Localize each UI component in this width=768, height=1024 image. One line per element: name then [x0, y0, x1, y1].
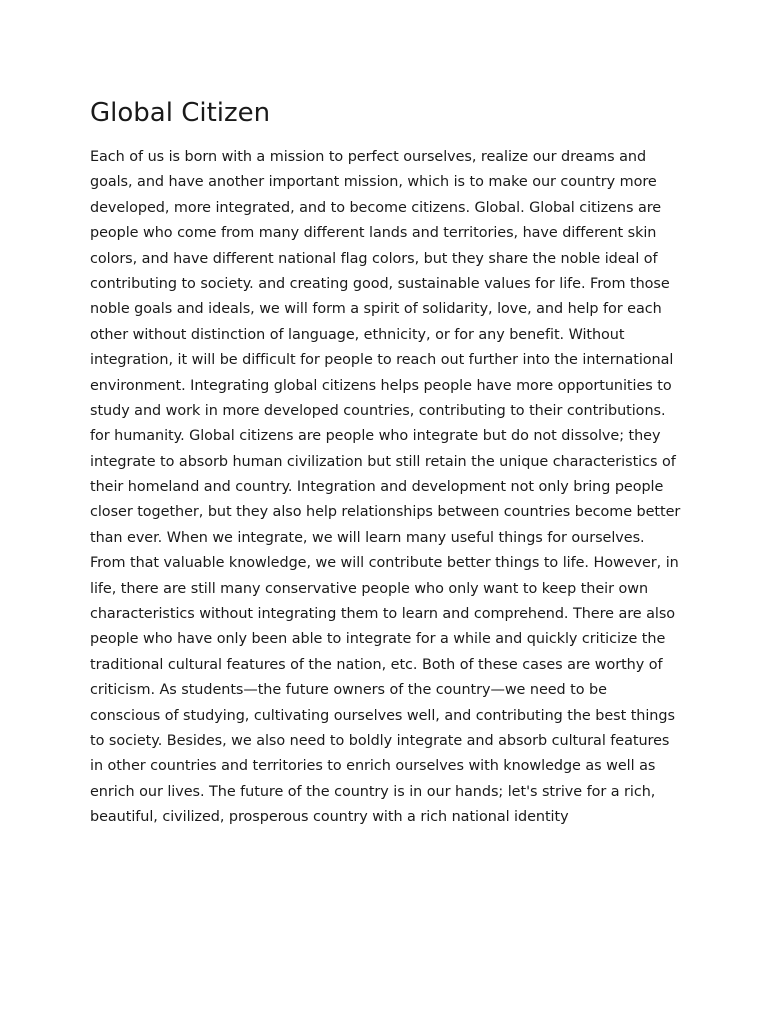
body-line: contributing to society. and creating good, sustainable values for life. From those [90, 275, 670, 292]
body-line: integration, it will be difficult for people to reach out further into the international [90, 352, 674, 369]
body-line: environment. Integrating global citizens helps people have more opportunities to [90, 377, 672, 394]
body-line: in other countries and territories to enrich ourselves with knowledge as well as [90, 758, 656, 775]
body-line: traditional cultural features of the nation, etc. Both of these cases are worthy of [90, 656, 663, 673]
body-line: people who have only been able to integrate for a while and quickly criticize the [90, 631, 666, 648]
body-line: closer together, but they also help relationships between countries become better [90, 504, 681, 521]
body-line: their homeland and country. Integration and development not only bring people [90, 479, 664, 496]
body-line: life, there are still many conservative people who only want to keep their own [90, 580, 649, 597]
body-line: beautiful, civilized, prosperous country with a rich national identity [90, 809, 569, 826]
body-line: integrate to absorb human civilization but still retain the unique characteristics of [90, 453, 676, 470]
document-title: Global Citizen [90, 98, 271, 128]
body-line: developed, more integrated, and to become citizens. Global. Global citizens are [90, 199, 662, 216]
document-body [90, 145, 690, 831]
body-line: goals, and have another important mission, which is to make our country more [90, 174, 657, 191]
body-line: than ever. When we integrate, we will learn many useful things for ourselves. [90, 529, 645, 546]
body-line: noble goals and ideals, we will form a spirit of solidarity, love, and help for each [90, 301, 662, 318]
body-line: enrich our lives. The future of the country is in our hands; let's strive for a rich, [90, 783, 656, 800]
body-line: other without distinction of language, ethnicity, or for any benefit. Without [90, 326, 625, 343]
body-line: criticism. As students—the future owners of the country—we need to be [90, 682, 607, 699]
body-line: colors, and have different national flag colors, but they share the noble ideal of [90, 250, 658, 267]
body-line: to society. Besides, we also need to boldly integrate and absorb cultural features [90, 732, 670, 749]
body-line: for humanity. Global citizens are people who integrate but do not dissolve; they [90, 428, 661, 445]
body-line: conscious of studying, cultivating ourselves well, and contributing the best things [90, 707, 675, 724]
body-line: study and work in more developed countries, contributing to their contributions. [90, 402, 666, 419]
body-line: people who come from many different lands and territories, have different skin [90, 225, 657, 242]
body-line: characteristics without integrating them to learn and comprehend. There are also [90, 606, 676, 623]
body-line: Each of us is born with a mission to perfect ourselves, realize our dreams and [90, 149, 647, 165]
body-line: From that valuable knowledge, we will contribute better things to life. However, in [90, 555, 679, 572]
